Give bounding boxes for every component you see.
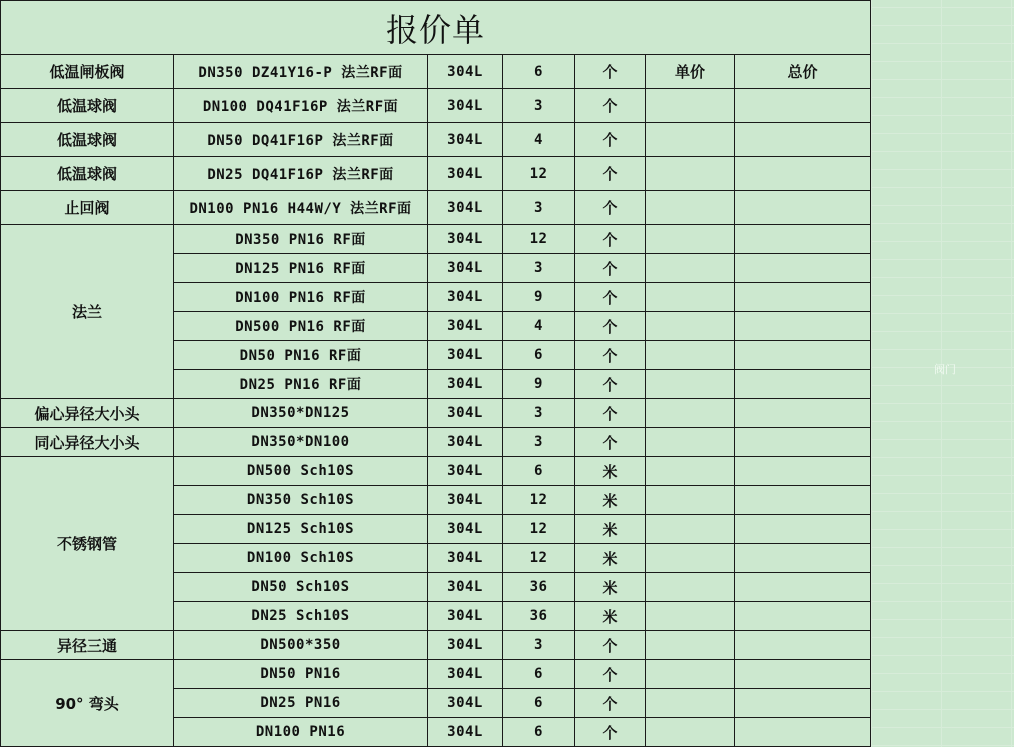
quantity-cell[interactable]: 6 [503,341,575,370]
spec-cell[interactable]: DN125 PN16 RF面 [174,254,428,283]
table-row [1,123,871,157]
item-name-cell[interactable]: 偏心异径大小头 [1,399,174,428]
material-cell[interactable]: 304L [428,370,503,399]
spec-cell[interactable]: DN100 PN16 RF面 [174,283,428,312]
spec-cell[interactable]: DN50 DQ41F16P 法兰RF面 [174,123,428,157]
total-price-cell[interactable] [735,157,871,191]
unit-cell[interactable]: 个 [575,370,646,399]
item-name-cell[interactable]: 低温球阀 [1,89,174,123]
spec-cell[interactable]: DN350*DN100 [174,428,428,457]
unit-price-cell[interactable] [646,718,735,747]
unit-cell[interactable]: 米 [575,457,646,486]
unit-cell[interactable]: 个 [575,312,646,341]
unit-price-cell[interactable] [646,312,735,341]
spec-cell[interactable]: DN50 PN16 [174,660,428,689]
unit-price-cell[interactable] [646,341,735,370]
quantity-cell[interactable]: 36 [503,602,575,631]
quantity-cell[interactable]: 9 [503,283,575,312]
material-cell[interactable]: 304L [428,341,503,370]
total-price-cell[interactable] [735,457,871,486]
material-cell[interactable]: 304L [428,89,503,123]
material-cell[interactable]: 304L [428,544,503,573]
unit-cell[interactable]: 个 [575,157,646,191]
spec-cell[interactable]: DN100 PN16 [174,718,428,747]
spec-cell[interactable]: DN350*DN125 [174,399,428,428]
unit-cell[interactable]: 个 [575,191,646,225]
material-cell[interactable]: 304L [428,123,503,157]
unit-price-cell[interactable] [646,399,735,428]
table-row [1,457,871,486]
spec-cell[interactable]: DN125 Sch10S [174,515,428,544]
quantity-cell[interactable]: 12 [503,544,575,573]
item-name-cell[interactable]: 低温闸板阀 [1,55,174,89]
quantity-cell[interactable]: 9 [503,370,575,399]
unit-price-cell[interactable] [646,457,735,486]
spec-cell[interactable]: DN100 Sch10S [174,544,428,573]
quantity-cell[interactable]: 6 [503,689,575,718]
unit-price-cell[interactable] [646,254,735,283]
material-cell[interactable]: 304L [428,486,503,515]
material-cell[interactable]: 304L [428,428,503,457]
unit-price-cell[interactable] [646,602,735,631]
table-row [1,399,871,428]
unit-price-cell[interactable] [646,191,735,225]
quantity-cell[interactable]: 3 [503,428,575,457]
unit-cell[interactable]: 米 [575,602,646,631]
material-cell[interactable]: 304L [428,399,503,428]
unit-price-cell[interactable] [646,631,735,660]
sheet-title[interactable]: 报价单 [1,1,871,55]
total-price-cell[interactable] [735,631,871,660]
material-cell[interactable]: 304L [428,718,503,747]
table-row [1,225,871,254]
item-name-cell[interactable]: 低温球阀 [1,123,174,157]
total-price-cell[interactable] [735,515,871,544]
total-price-cell[interactable] [735,191,871,225]
unit-cell[interactable]: 个 [575,631,646,660]
item-name-cell[interactable]: 法兰 [1,225,174,399]
table-row [1,55,871,89]
spec-cell[interactable]: DN25 PN16 [174,689,428,718]
material-cell[interactable]: 304L [428,191,503,225]
spec-cell[interactable]: DN50 Sch10S [174,573,428,602]
unit-price-cell[interactable] [646,486,735,515]
unit-cell[interactable]: 个 [575,254,646,283]
unit-cell[interactable]: 个 [575,689,646,718]
quantity-cell[interactable]: 6 [503,718,575,747]
unit-price-cell[interactable] [646,573,735,602]
material-cell[interactable]: 304L [428,602,503,631]
unit-cell[interactable]: 个 [575,718,646,747]
total-price-cell[interactable] [735,486,871,515]
unit-cell[interactable]: 个 [575,123,646,157]
total-price-cell[interactable] [735,283,871,312]
table-row [1,89,871,123]
unit-cell[interactable]: 个 [575,55,646,89]
quantity-cell[interactable]: 3 [503,254,575,283]
total-price-cell[interactable] [735,370,871,399]
table-row [1,428,871,457]
unit-cell[interactable]: 米 [575,544,646,573]
quantity-cell[interactable]: 6 [503,660,575,689]
material-cell[interactable]: 304L [428,225,503,254]
total-price-cell[interactable] [735,544,871,573]
quantity-cell[interactable]: 12 [503,486,575,515]
unit-price-header[interactable]: 单价 [646,55,735,89]
spec-cell[interactable]: DN350 PN16 RF面 [174,225,428,254]
total-price-cell[interactable] [735,573,871,602]
quantity-cell[interactable]: 6 [503,457,575,486]
quantity-cell[interactable]: 12 [503,157,575,191]
total-price-cell[interactable] [735,254,871,283]
unit-price-cell[interactable] [646,515,735,544]
spec-cell[interactable]: DN500*350 [174,631,428,660]
material-cell[interactable]: 304L [428,689,503,718]
unit-price-cell[interactable] [646,89,735,123]
unit-cell[interactable]: 个 [575,283,646,312]
material-cell[interactable]: 304L [428,157,503,191]
unit-cell[interactable]: 个 [575,341,646,370]
item-name-cell[interactable]: 低温球阀 [1,157,174,191]
total-price-cell[interactable] [735,225,871,254]
material-cell[interactable]: 304L [428,573,503,602]
total-price-cell[interactable] [735,399,871,428]
unit-price-cell[interactable] [646,283,735,312]
unit-price-cell[interactable] [646,689,735,718]
material-cell[interactable]: 304L [428,283,503,312]
spec-cell[interactable]: DN100 DQ41F16P 法兰RF面 [174,89,428,123]
total-price-cell[interactable] [735,660,871,689]
unit-price-cell[interactable] [646,370,735,399]
total-price-cell[interactable] [735,89,871,123]
unit-cell[interactable]: 米 [575,486,646,515]
total-price-cell[interactable] [735,602,871,631]
unit-cell[interactable]: 个 [575,89,646,123]
item-name-cell[interactable]: 止回阀 [1,191,174,225]
spec-cell[interactable]: DN25 PN16 RF面 [174,370,428,399]
unit-cell[interactable]: 个 [575,660,646,689]
material-cell[interactable]: 304L [428,457,503,486]
quantity-cell[interactable]: 6 [503,55,575,89]
total-price-cell[interactable] [735,341,871,370]
spec-cell[interactable]: DN25 DQ41F16P 法兰RF面 [174,157,428,191]
material-cell[interactable]: 304L [428,515,503,544]
total-price-cell[interactable] [735,123,871,157]
spec-cell[interactable]: DN350 DZ41Y16-P 法兰RF面 [174,55,428,89]
quantity-cell[interactable]: 12 [503,515,575,544]
total-price-cell[interactable] [735,689,871,718]
quantity-cell[interactable]: 36 [503,573,575,602]
item-name-cell[interactable]: 90° 弯头 [1,660,174,747]
material-cell[interactable]: 304L [428,254,503,283]
item-name-cell[interactable]: 同心异径大小头 [1,428,174,457]
table-row [1,191,871,225]
table-row [1,157,871,191]
quantity-cell[interactable]: 3 [503,631,575,660]
total-price-cell[interactable] [735,312,871,341]
material-cell[interactable]: 304L [428,660,503,689]
unit-cell[interactable]: 个 [575,428,646,457]
unit-price-cell[interactable] [646,123,735,157]
quantity-cell[interactable]: 4 [503,312,575,341]
material-cell[interactable]: 304L [428,631,503,660]
material-cell[interactable]: 304L [428,312,503,341]
unit-cell[interactable]: 个 [575,225,646,254]
item-name-cell[interactable]: 不锈钢管 [1,457,174,631]
quantity-cell[interactable]: 3 [503,89,575,123]
total-price-cell[interactable] [735,428,871,457]
total-price-header[interactable]: 总价 [735,55,871,89]
quantity-cell[interactable]: 12 [503,225,575,254]
unit-price-cell[interactable] [646,660,735,689]
side-note: 阀门 [934,363,956,376]
quantity-cell[interactable]: 3 [503,399,575,428]
spec-cell[interactable]: DN100 PN16 H44W/Y 法兰RF面 [174,191,428,225]
spec-cell[interactable]: DN500 Sch10S [174,457,428,486]
quantity-cell[interactable]: 4 [503,123,575,157]
item-name-cell[interactable]: 异径三通 [1,631,174,660]
unit-cell[interactable]: 个 [575,399,646,428]
unit-price-cell[interactable] [646,157,735,191]
table-row [1,631,871,660]
table-row [1,660,871,689]
spec-cell[interactable]: DN50 PN16 RF面 [174,341,428,370]
total-price-cell[interactable] [735,718,871,747]
material-cell[interactable]: 304L [428,55,503,89]
quantity-cell[interactable]: 3 [503,191,575,225]
unit-price-cell[interactable] [646,428,735,457]
spec-cell[interactable]: DN500 PN16 RF面 [174,312,428,341]
unit-cell[interactable]: 米 [575,515,646,544]
spec-cell[interactable]: DN350 Sch10S [174,486,428,515]
spec-cell[interactable]: DN25 Sch10S [174,602,428,631]
unit-cell[interactable]: 米 [575,573,646,602]
unit-price-cell[interactable] [646,225,735,254]
unit-price-cell[interactable] [646,544,735,573]
